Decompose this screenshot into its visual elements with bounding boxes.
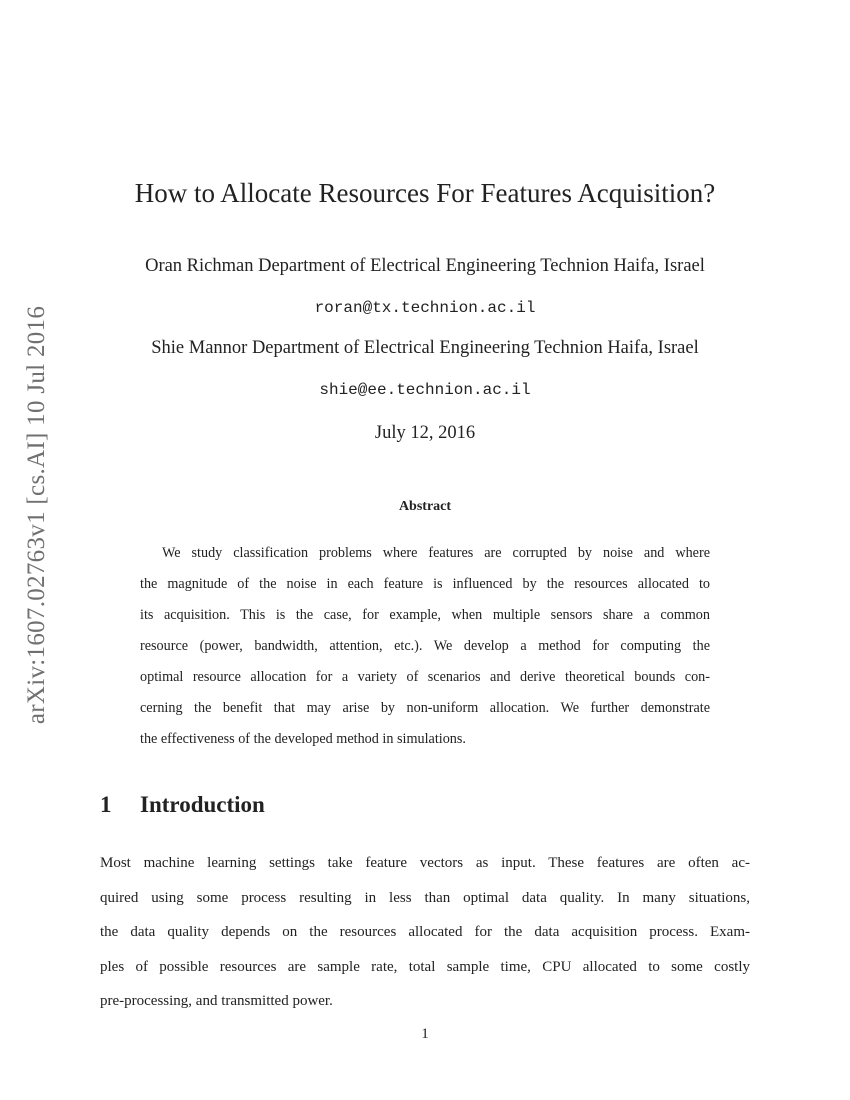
abstract-line: the magnitude of the noise in each feature is influenced by the resources allocated to	[140, 576, 710, 592]
paragraph-line: Most machine learning settings take feature vectors as input. These features are often ac-	[100, 855, 750, 871]
abstract-line: We study classification problems where features are corrupted by noise and where	[162, 545, 710, 561]
abstract-line: its acquisition. This is the case, for example, when multiple sensors share a common	[140, 607, 710, 623]
abstract-body	[140, 538, 710, 755]
author-1-affiliation: Oran Richman Department of Electrical Engineering Technion Haifa, Israel	[145, 256, 705, 276]
paragraph-line: pre-processing, and transmitted power.	[100, 993, 333, 1009]
paragraph-line: the data quality depends on the resources allocated for the data acquisition process. Exam-	[100, 924, 750, 940]
author-2-affiliation: Shie Mannor Department of Electrical Engineering Technion Haifa, Israel	[151, 338, 699, 358]
page-number: 1	[421, 1026, 429, 1042]
author-1-email: roran@tx.technion.ac.il	[314, 299, 536, 317]
arxiv-identifier-text: arXiv:1607.02763v1 [cs.AI] 10 Jul 2016	[23, 305, 50, 725]
section-heading-introduction	[100, 792, 265, 818]
section-number: 1	[100, 792, 112, 817]
publication-date: July 12, 2016	[374, 423, 476, 443]
abstract-line: resource (power, bandwidth, attention, etc.). We develop a method for computing the	[140, 638, 710, 654]
paragraph-line: ples of possible resources are sample rate, total sample time, CPU allocated to some costly	[100, 958, 750, 975]
author-2-email: shie@ee.technion.ac.il	[319, 381, 531, 399]
introduction-paragraph	[100, 846, 750, 1019]
paper-title: How to Allocate Resources For Features Acquisition?	[134, 178, 716, 208]
abstract-line: cerning the benefit that may arise by non-uniform allocation. We further demonstrate	[140, 700, 710, 716]
abstract-line: the effectiveness of the developed method in simulations.	[140, 731, 466, 747]
paragraph-line: quired using some process resulting in less than optimal data quality. In many situations,	[100, 889, 750, 906]
abstract-heading: Abstract	[398, 499, 452, 514]
abstract-line: optimal resource allocation for a variety of scenarios and derive theoretical bounds con-	[140, 669, 710, 685]
section-title: Introduction	[140, 792, 265, 817]
